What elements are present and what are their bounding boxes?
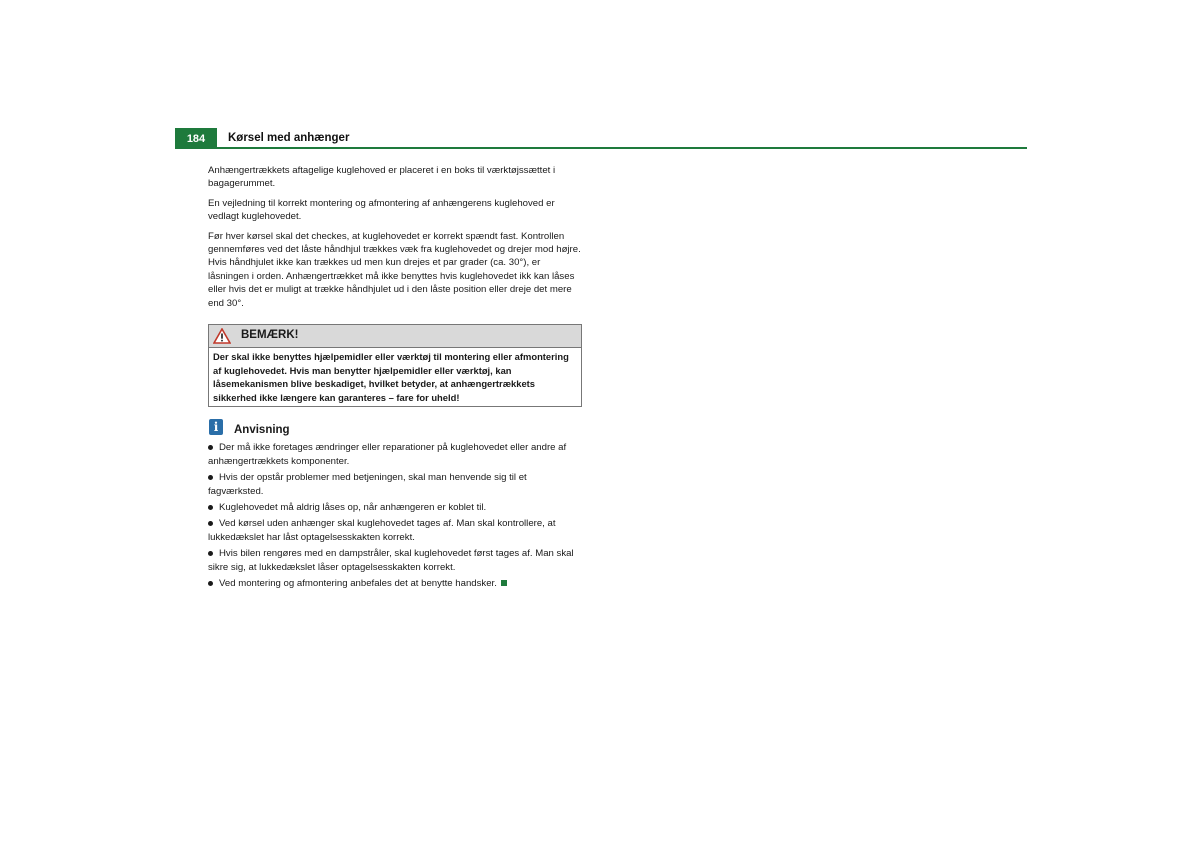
paragraph: Før hver kørsel skal det checkes, at kuglehovedet er korrekt spændt fast. Kontrollen gennemføres ved det låste håndhjul trækkes væk fra kuglehovedet og drejer mod højre. Hvis håndhjulet ikke kan trækkes ud men kun drejes et par grader (ca. 30°), er låsningen i orden. Anhængertrækket må ikke benyttes hvis kuglehovedet ikk kan låses eller hvis det er muligt at trække håndhjulet ud i den låste position eller dreje det mere end 30°. — [208, 230, 581, 309]
list-item: Hvis der opstår problemer med betjeningen, skal man henvende sig til et fagværksted. — [208, 472, 527, 497]
list-item: Kuglehovedet må aldrig låses op, når anhængeren er koblet til. — [208, 501, 582, 514]
header-rule — [175, 147, 1027, 149]
note-title: Anvisning — [234, 424, 290, 437]
page-header — [175, 128, 1027, 150]
warning-triangle-icon — [213, 328, 231, 344]
paragraph: Anhængertrækkets aftagelige kuglehoved er placeret i en boks til værktøjssættet i bagagerummet. — [208, 165, 556, 190]
chapter-title: Kørsel med anhænger — [228, 132, 350, 144]
warning-title: BEMÆRK! — [241, 329, 299, 342]
warning-text: Der skal ikke benyttes hjælpemidler eller værktøj til montering eller afmontering af kuglehovedet. Hvis man benytter hjælpemidler eller værktøj, kan låsemekanismen blive beskadiget, hvilket betyder, at anhængertrækkets sikkerhed ikke længere kan garanteres – fare for uheld! — [213, 351, 569, 403]
bullet-icon — [208, 521, 213, 526]
note-list — [208, 441, 582, 590]
list-item: Ved kørsel uden anhænger skal kuglehovedet tages af. Man skal kontrollere, at lukkedækslet har låst optagelsesskakten korrekt. — [208, 518, 556, 543]
list-item: Hvis bilen rengøres med en dampstråler, skal kuglehovedet først tages af. Man skal sikre sig, at lukkedækslet låser optagelsesskakten korrekt. — [208, 548, 574, 573]
bullet-icon — [208, 445, 213, 450]
bullet-icon — [208, 581, 213, 586]
paragraph: En vejledning til korrekt montering og afmontering af anhængerens kuglehoved er vedlagt kuglehovedet. — [208, 197, 555, 223]
bullet-icon — [208, 551, 213, 556]
page-number: 184 — [175, 128, 217, 148]
note-header — [208, 419, 582, 441]
warning-box — [208, 324, 582, 407]
warning-header — [209, 325, 581, 348]
list-item: Ved montering og afmontering anbefales det at benytte handsker. — [208, 577, 582, 590]
content-column — [208, 164, 582, 594]
info-icon: i — [209, 419, 223, 435]
section-end-icon — [501, 580, 507, 586]
bullet-icon — [208, 475, 213, 480]
bullet-icon — [208, 505, 213, 510]
list-item: Der må ikke foretages ændringer eller reparationer på kuglehovedet eller andre af anhængertrækkets komponenter. — [208, 442, 567, 467]
